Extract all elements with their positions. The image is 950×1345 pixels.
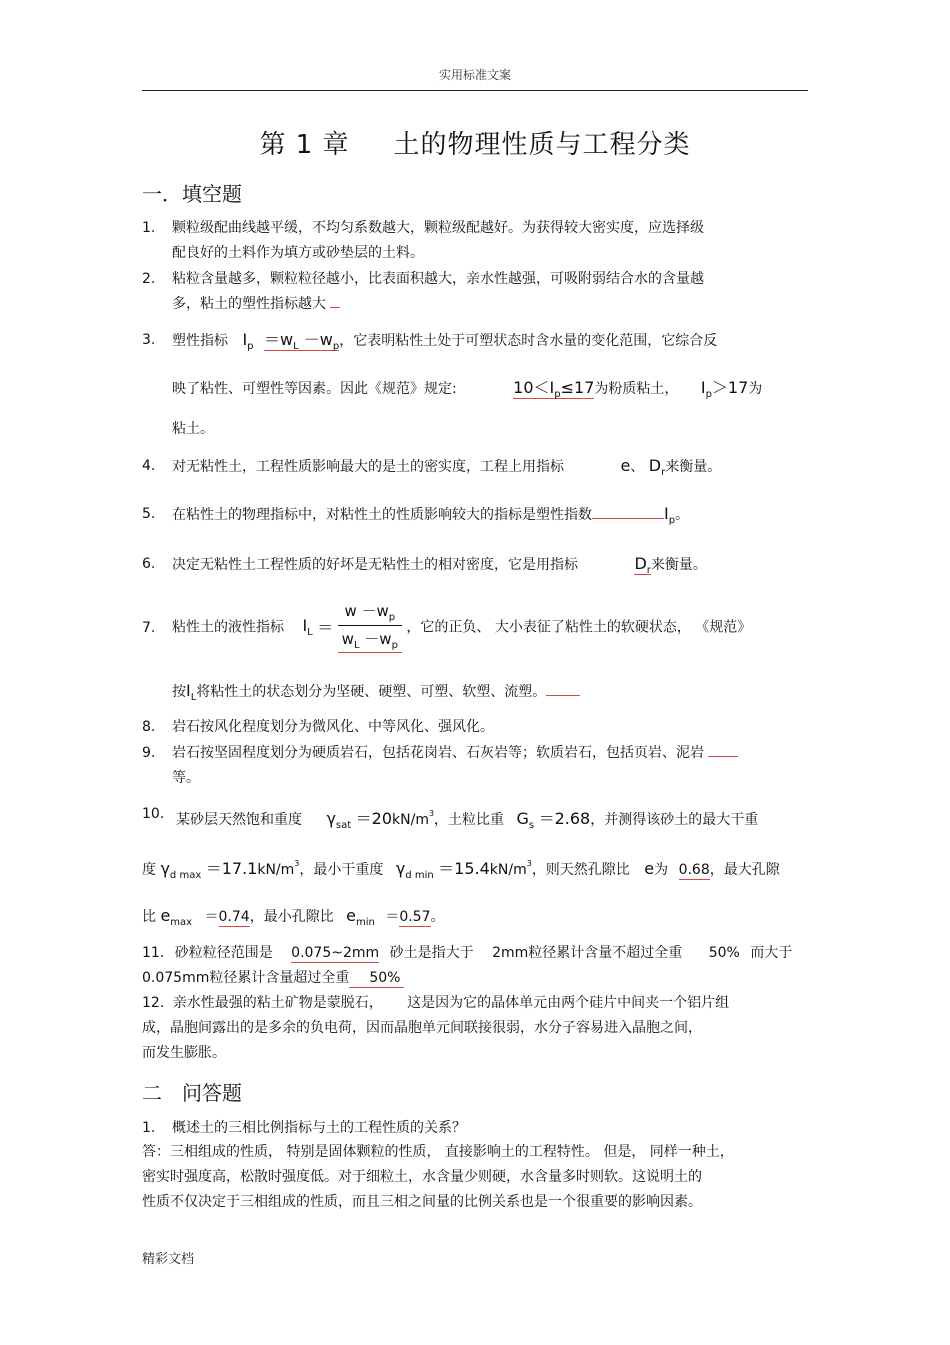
question-number: 5. [142, 506, 156, 522]
question-text: 在粘性土的物理指标中，对粘性土的性质影响较大的指标是塑性指数 $I_p$。 [172, 504, 690, 526]
header-rule [142, 90, 808, 91]
question-number: 4. [142, 458, 156, 474]
page-footer: 精彩文档 [142, 1252, 195, 1267]
liquidity-index-fraction: $\frac{w -w_p}{w_L -w_p}$ [338, 600, 402, 653]
question-text: 对无粘性土，工程性质影响最大的是土的密实度，工程上用指标 e、 $D_r$来衡量。 [172, 456, 722, 478]
section-heading-fill-in: 一．填空题 [142, 182, 242, 206]
question-text: 粘土。 [172, 421, 214, 437]
question-text: 某砂层天然饱和重度 $\gamma_{sat} =20kN/m^3$，土粒比重 $G_s =2.68$，并测得该砂土的最大干重 [176, 809, 759, 831]
question-text: 11. 砂粒粒径范围是 0.075~2mm 砂土是指大于 2mm粒径累计含量不超过全重 50% 而大于 [142, 945, 793, 961]
question-text: 决定无粘性土工程性质的好坏是无粘性土的相对密度，它是用指标 $D_r$来衡量。 [172, 554, 707, 576]
question-text: 12. 亲水性最强的粘土矿物是蒙脱石， 这是因为它的晶体单元由两个硅片中间夹一个铝片组 [142, 995, 730, 1011]
question-number: 1. [142, 1120, 156, 1136]
answer-text: 性质不仅决定于三相组成的性质，而且三相之间量的比例关系也是一个很重要的影响因素。 [142, 1194, 702, 1210]
running-header: 实用标准文案 [438, 68, 511, 82]
section-heading-qa: 二 问答题 [142, 1081, 242, 1105]
chapter-title [0, 124, 950, 161]
question-text: 按$I_L$将粘性土的状态划分为坚硬、硬塑、可塑、软塑、流塑。 [172, 679, 580, 710]
question-text: 多，粘土的塑性指标越大 [172, 292, 340, 316]
question-text: 等。 [172, 770, 200, 786]
question-text: 塑性指标 $I_p =w_L -w_p$，它表明粘性土处于可塑状态时含水量的变化范围，它综合反 [172, 330, 718, 352]
answer-text: 密实时强度高，松散时强度低。对于细粒土，水含量少则硬，水含量多时则软。这说明土的 [142, 1169, 702, 1185]
question-text: 颗粒级配曲线越平缓，不均匀系数越大，颗粒级配越好。为获得较大密实度，应选择级 [172, 220, 704, 236]
question-text: 岩石按风化程度划分为微风化、中等风化、强风化。 [172, 719, 494, 735]
question-text: 成，晶胞间露出的是多余的负电荷，因而晶胞单元间联接很弱，水分子容易进入晶胞之间， [142, 1020, 702, 1036]
question-number: 6. [142, 556, 156, 572]
question-text: 0.075mm粒径累计含量超过全重 50% [142, 966, 404, 990]
chapter-label: 第 1 章 [259, 130, 350, 160]
chapter-name: 土的物理性质与工程分类 [393, 130, 691, 160]
question-number: 8. [142, 719, 156, 735]
question-text: 比 $e_{max} =0.74$，最小孔隙比 $e_{min} =0.57$。 [142, 906, 445, 928]
question-number: 2. [142, 271, 156, 287]
question-text: 配良好的土料作为填方或砂垫层的土料。 [172, 245, 424, 261]
question-text: 度 $\gamma_{d max} =17.1kN/m^3$，最小干重度 $\gamma_{d min} =15.4kN/m^3$，则天然孔隙比 e为 0.68，最大孔隙 [142, 859, 780, 881]
question-text: 粘性土的液性指标 $I_L$ ＝ $\frac{w -w_p}{w_L -w_p}$ ，它的正负、 大小表征了粘性土的软硬状态， 《规范》 [172, 602, 752, 651]
question-number: 10. [142, 806, 165, 822]
question-text: 映了粘性、可塑性等因素。因此《规范》规定: $10<I_p\le 17$为粉质粘土， $I_p>17$为 [172, 378, 763, 400]
question-text: 概述土的三相比例指标与土的工程性质的关系？ [172, 1120, 466, 1136]
question-number: 3. [142, 332, 156, 348]
question-number: 9. [142, 745, 156, 761]
question-text: 岩石按坚固程度划分为硬质岩石，包括花岗岩、石灰岩等；软质岩石，包括页岩、泥岩 [172, 741, 738, 765]
question-text: 粘粒含量越多，颗粒粒径越小，比表面积越大，亲水性越强，可吸附弱结合水的含量越 [172, 271, 704, 287]
question-number: 1. [142, 220, 156, 236]
question-text: 而发生膨胀。 [142, 1045, 226, 1061]
answer-text: 答：三相组成的性质， 特别是固体颗粒的性质， 直接影响土的工程特性。 但是， 同样一种土， [142, 1144, 734, 1160]
question-number: 7. [142, 620, 156, 636]
